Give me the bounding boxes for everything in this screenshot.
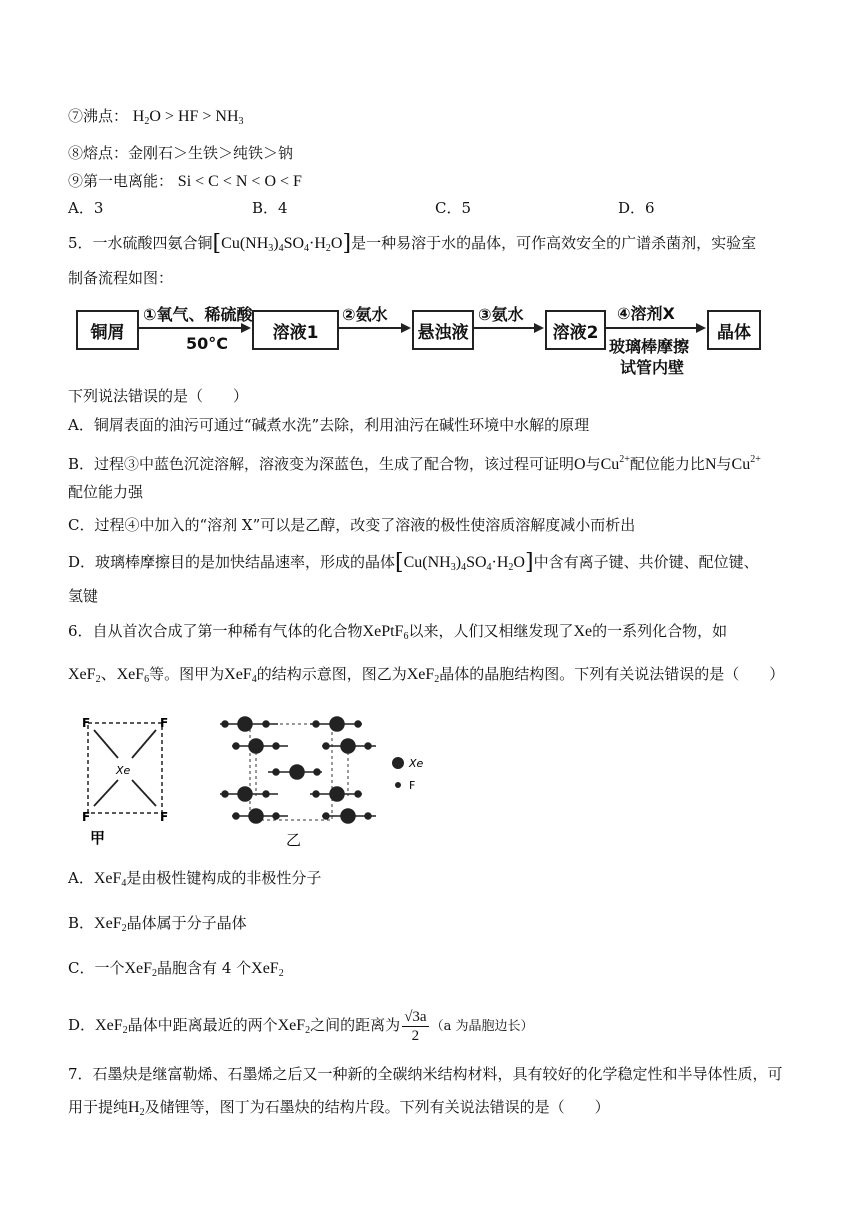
q6-stem2b: 的结构示意图，图乙为 bbox=[256, 665, 407, 683]
q6-option-a: A．XeF$_4$是由极性键构成的非极性分子 bbox=[68, 869, 322, 889]
q5-stem-line1: 5．一水硫酸四氨合铜$[Cu(NH_3)_4SO_4\cdot H_2O]$是一种易溶于水的晶体，可作高效安全的广谱杀菌剂，实验室 bbox=[68, 231, 757, 256]
q5-option-b-o: O bbox=[574, 456, 586, 473]
q6-xef4-a: XeF$_4$ bbox=[224, 666, 257, 685]
q6-xeptf6: XePtF$_6$ bbox=[362, 623, 409, 642]
q5-option-b-cu2: $Cu^{2+}$ bbox=[731, 454, 761, 473]
q7-stem-line1: 7．石墨炔是继富勒烯、石墨烯之后又一种新的全碳纳米结构材料，具有较好的化学稳定性和半导体性质，可 bbox=[68, 1065, 783, 1083]
q6-compounds: XeF$_2$、XeF$_6$ bbox=[68, 666, 150, 685]
flow-step1-temp: 50°C bbox=[186, 334, 229, 353]
flow-step4-note1: 玻璃棒摩擦 bbox=[609, 337, 690, 356]
q5-option-d-line2: 氢键 bbox=[68, 587, 99, 605]
figure-yi-xef2-cell bbox=[220, 717, 424, 849]
q5-option-b-n: N bbox=[704, 456, 717, 473]
label-f-3: F bbox=[82, 810, 91, 824]
label-f-1: F bbox=[82, 716, 91, 730]
q5-stem-a: 5．一水硫酸四氨合铜 bbox=[68, 234, 213, 252]
q5-option-a: A．铜屑表面的油污可通过“碱煮水洗”去除，利用油污在碱性环境中水解的原理 bbox=[68, 416, 590, 434]
q5-option-c: C．过程④中加入的“溶剂 X”可以是乙醇，改变了溶液的极性使溶质溶解度减小而析出 bbox=[68, 516, 636, 534]
flow-box-solution-2: 溶液2 bbox=[545, 310, 606, 350]
q5-stem-line2: 制备流程如图： bbox=[68, 269, 174, 287]
q4-option-d: D．6 bbox=[618, 199, 655, 217]
item-8: ⑧熔点：金刚石＞生铁＞纯铁＞钠 bbox=[68, 144, 294, 162]
q6-stem-a: 6．自从首次合成了第一种稀有气体的化合物 bbox=[68, 622, 363, 640]
flow-box-solution-1: 溶液1 bbox=[252, 310, 339, 350]
label-f-2: F bbox=[160, 716, 169, 730]
q6-stem-line2 bbox=[68, 664, 784, 690]
q5-option-d-line1: D．玻璃棒摩擦目的是加快结晶速率，形成的晶体$[Cu(NH_3)_4SO_4\cdot H_2O]$中含有离子键、共价键、配位键、 bbox=[68, 550, 759, 575]
q4-option-b: B．4 bbox=[252, 199, 288, 217]
q4-option-c: C．5 bbox=[435, 199, 472, 217]
q5-option-b-mid: 与 bbox=[585, 455, 601, 473]
figure-jia-xef4 bbox=[82, 716, 168, 847]
q6-xe: Xe bbox=[573, 623, 593, 640]
flow-step4-note2: 试管内壁 bbox=[620, 358, 685, 377]
label-f-4: F bbox=[160, 810, 169, 824]
item-9-expr: Si < C < N < O < F bbox=[177, 173, 302, 190]
q5-option-d-formula: $Cu(NH_3)_4SO_4\cdot H_2O$ bbox=[403, 554, 525, 573]
item-7-prefix: ⑦沸点： bbox=[68, 107, 129, 125]
q6-stem2c: 晶体的晶胞结构图。下列有关说法错误的是（ ） bbox=[439, 665, 785, 683]
legend-xe-label: Xe bbox=[409, 757, 424, 770]
q5-option-b-line2: 配位能力强 bbox=[68, 483, 144, 501]
q6-option-d-fraction: $\frac{√3a}{2}$ bbox=[404, 1008, 427, 1044]
q6-stem-b: 以来，人们又相继发现了 bbox=[408, 622, 574, 640]
q6-option-d: D．XeF$_2$晶体中距离最近的两个XeF$_2$之间的距离为 $\frac{√3a}{2}$ （a 为晶胞边长） bbox=[68, 1008, 534, 1044]
item-7-expr: $H_2O$ > HF > $NH_3$ bbox=[132, 108, 244, 127]
q6-stem-line1 bbox=[68, 621, 727, 647]
q5-question: 下列说法错误的是（ ） bbox=[68, 387, 249, 405]
q5-option-b-cu: $Cu^{2+}$ bbox=[600, 454, 630, 473]
flow-box-copper-scrap: 铜屑 bbox=[76, 310, 139, 350]
q6-stem-c: 的一系列化合物，如 bbox=[592, 622, 728, 640]
flow-box-suspension: 悬浊液 bbox=[412, 310, 474, 350]
legend-xe-dot bbox=[392, 757, 404, 769]
q6-option-b: B．XeF$_2$晶体属于分子晶体 bbox=[68, 914, 247, 934]
figure-jia-caption: 甲 bbox=[90, 829, 106, 847]
q7-stem-line2: 用于提纯$H_2$及储锂等，图丁为石墨炔的结构片段。下列有关说法错误的是（ ） bbox=[68, 1098, 610, 1118]
q5-option-b-text: B．过程③中蓝色沉淀溶解，溶液变为深蓝色，生成了配合物，该过程可证明 bbox=[68, 455, 575, 473]
q6-stem2: 等。图甲为 bbox=[149, 665, 225, 683]
figure-yi-caption: 乙 bbox=[286, 831, 302, 849]
q5-option-b-line1 bbox=[68, 450, 761, 475]
q6-option-c: C．一个XeF$_2$晶胞含有 4 个XeF$_2$ bbox=[68, 959, 284, 979]
flow-step2-label: ②氨水 bbox=[342, 305, 388, 324]
q5-stem-b: 是一种易溶于水的晶体，可作高效安全的广谱杀菌剂，实验室 bbox=[351, 234, 757, 252]
legend-f-label: F bbox=[409, 779, 416, 792]
q4-option-a: A．3 bbox=[68, 199, 104, 217]
q6-figures bbox=[60, 700, 480, 850]
item-9-prefix: ⑨第一电离能： bbox=[68, 172, 174, 190]
q5-option-b-mid2: 配位能力比 bbox=[629, 455, 705, 473]
q5-formula: $Cu(NH_3)_4SO_4\cdot H_2O$ bbox=[221, 235, 343, 254]
legend-f-dot bbox=[395, 782, 401, 788]
flow-step3-label: ③氨水 bbox=[478, 305, 524, 324]
flow-step1-label: ①氧气、稀硫酸 bbox=[143, 305, 253, 324]
flow-box-crystal: 晶体 bbox=[707, 310, 761, 350]
q5-option-b-mid3: 与 bbox=[716, 455, 732, 473]
flow-step4-label: ④溶剂X bbox=[617, 304, 675, 323]
q6-xef2-a: XeF$_2$ bbox=[406, 666, 440, 685]
label-xe-center: Xe bbox=[116, 764, 131, 777]
q5-option-d-text: D．玻璃棒摩擦目的是加快结晶速率，形成的晶体 bbox=[68, 553, 396, 571]
q5-option-d-text2: 中含有离子键、共价键、配位键、 bbox=[533, 553, 759, 571]
